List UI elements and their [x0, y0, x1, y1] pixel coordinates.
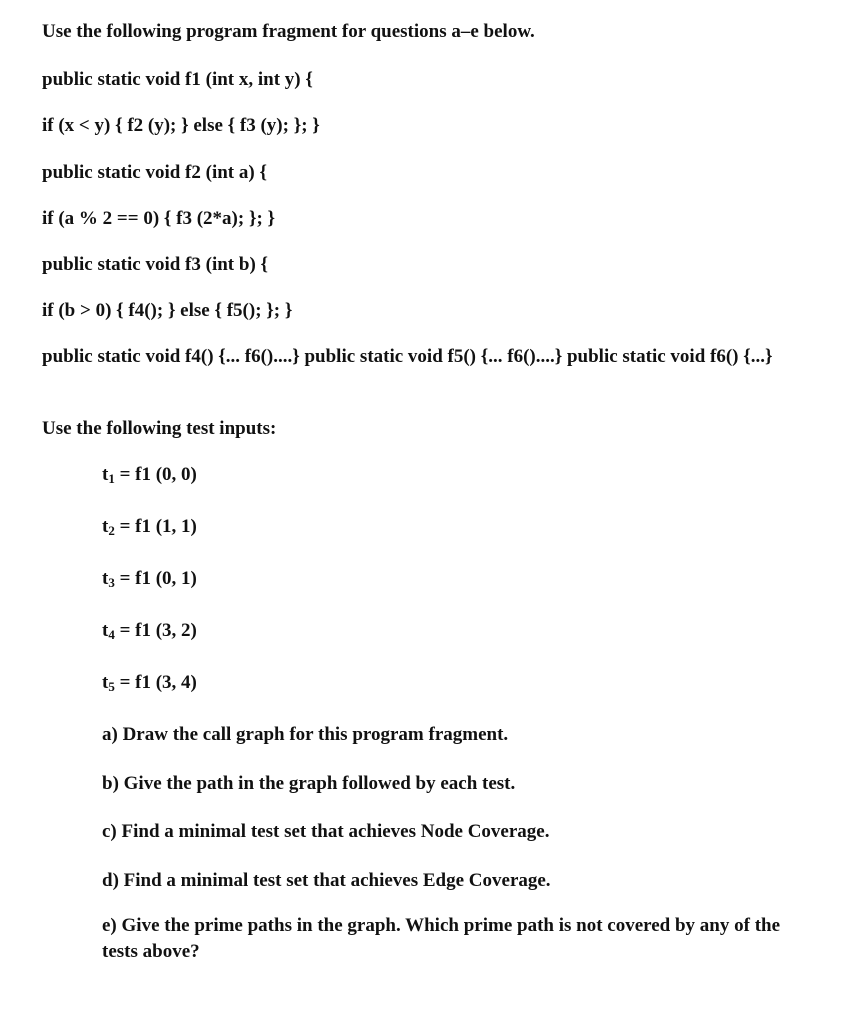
test-subscript: 4 [108, 627, 115, 642]
question-d: d) Find a minimal test set that achieves Edge Coverage. [102, 870, 551, 891]
test-expr: = f1 (3, 2) [114, 620, 197, 641]
test-name: t [102, 464, 109, 485]
question-c: c) Find a minimal test set that achieves Node Coverage. [102, 821, 550, 842]
test-expr: = f1 (0, 1) [114, 568, 197, 589]
code-line-4: if (a % 2 == 0) { f3 (2*a); }; } [42, 208, 276, 229]
test-name: t [102, 568, 109, 589]
test-subscript: 2 [108, 523, 115, 538]
test-input-4 [102, 619, 197, 647]
test-subscript: 5 [108, 679, 115, 694]
code-line-7: public static void f4() {... f6()....} public static void f5() {... f6()....} public static void f6() {...} [42, 346, 773, 367]
test-name: t [102, 620, 109, 641]
test-input-5 [102, 671, 197, 699]
test-expr: = f1 (0, 0) [114, 464, 197, 485]
code-line-2: if (x < y) { f2 (y); } else { f3 (y); }; } [42, 115, 320, 136]
test-expr: = f1 (1, 1) [114, 516, 197, 537]
test-name: t [102, 516, 109, 537]
code-line-5: public static void f3 (int b) { [42, 254, 269, 275]
test-input-3 [102, 567, 197, 595]
test-input-2 [102, 515, 197, 543]
test-name: t [102, 672, 109, 693]
question-a: a) Draw the call graph for this program fragment. [102, 724, 509, 745]
intro-text: Use the following program fragment for questions a–e below. [42, 21, 535, 42]
question-e: e) Give the prime paths in the graph. Which prime path is not covered by any of the tests above? [102, 915, 781, 962]
test-subscript: 1 [108, 471, 115, 486]
test-expr: = f1 (3, 4) [114, 672, 197, 693]
code-line-6: if (b > 0) { f4(); } else { f5(); }; } [42, 300, 293, 321]
question-b: b) Give the path in the graph followed by each test. [102, 773, 516, 794]
test-subscript: 3 [108, 575, 115, 590]
tests-intro: Use the following test inputs: [42, 418, 277, 439]
test-input-1 [102, 463, 197, 491]
code-line-1: public static void f1 (int x, int y) { [42, 69, 313, 90]
code-line-3: public static void f2 (int a) { [42, 162, 267, 183]
